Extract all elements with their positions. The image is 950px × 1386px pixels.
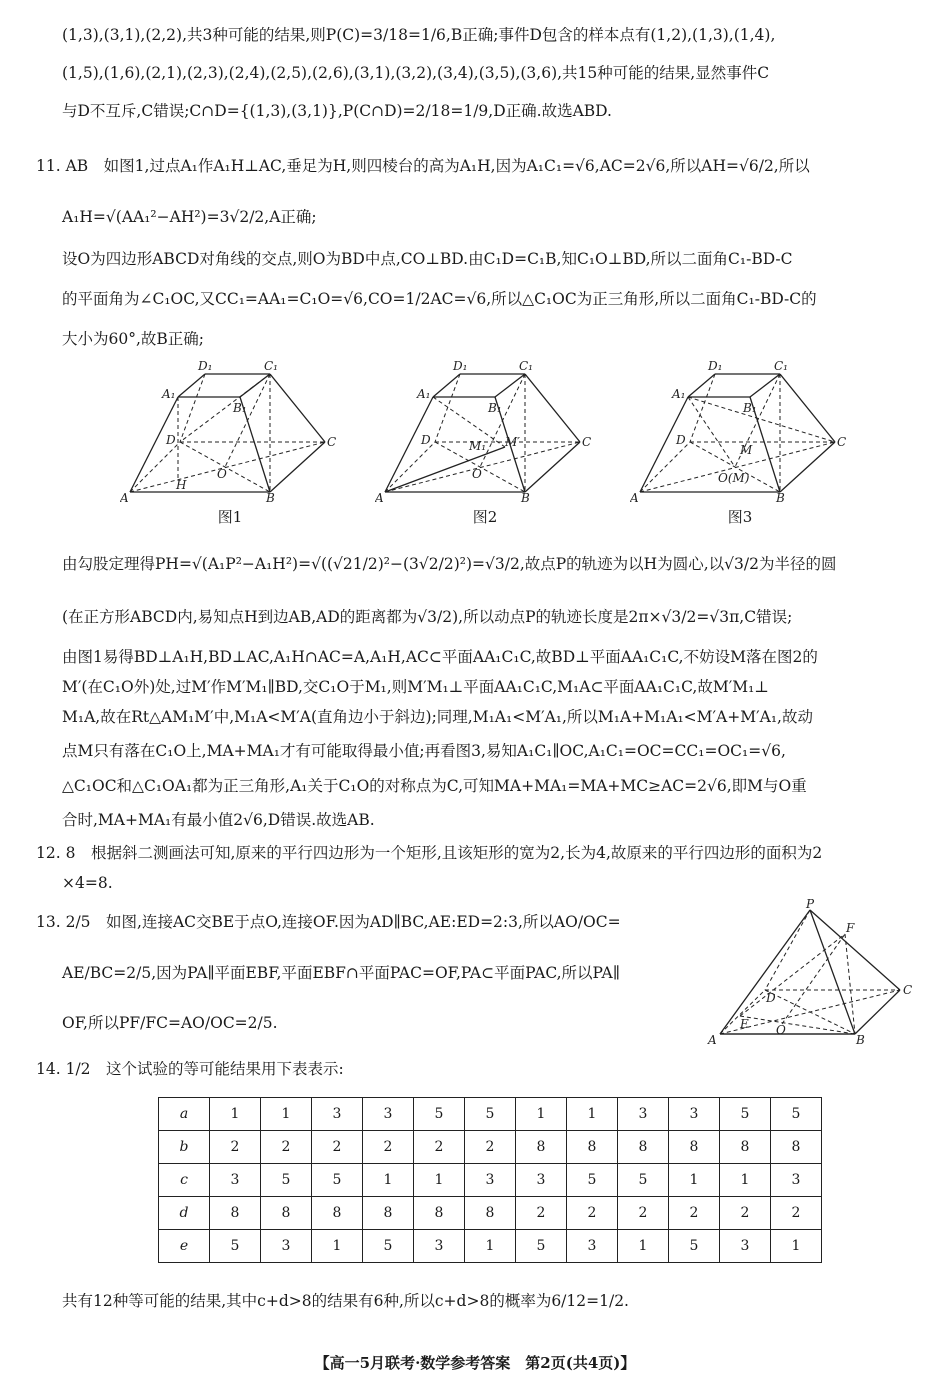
pyramid-diagram [700, 898, 925, 1048]
text-line: 共有12种等可能的结果,其中c+d>8的结果有6种,所以c+d>8的概率为6/12=1/2. [62, 1292, 629, 1310]
point-label-P: P [806, 898, 815, 911]
table-cell: 1 [618, 1230, 669, 1263]
table-row-header: c [159, 1164, 210, 1197]
table-cell: 8 [567, 1131, 618, 1164]
table-cell: 3 [363, 1098, 414, 1131]
table-cell: 2 [771, 1197, 822, 1230]
point-label-M1: M₁ [469, 439, 487, 453]
frustum-diagram-1 [120, 352, 340, 502]
text-line: A₁H=√(AA₁²−AH²)=3√2/2,A正确; [62, 208, 317, 226]
point-label-B: B [266, 491, 275, 502]
text-line: △C₁OC和△C₁OA₁都为正三角形,A₁关于C₁O的对称点为C,可知MA+MA₁=MA+MC≥AC=2√6,即M与O重 [62, 777, 807, 795]
table-row-header: e [159, 1230, 210, 1263]
figure-2 [375, 352, 595, 532]
point-label-O: O [217, 467, 227, 481]
text-line: (1,3),(3,1),(2,2),共3种可能的结果,则P(C)=3/18=1/6,B正确;事件D包含的样本点有(1,2),(1,3),(1,4), [62, 26, 776, 44]
point-label-D: D [676, 433, 686, 447]
table-cell: 2 [516, 1197, 567, 1230]
table-cell: 3 [618, 1098, 669, 1131]
table-row-header: d [159, 1197, 210, 1230]
point-label-A1: A₁ [162, 387, 176, 401]
table-cell: 2 [567, 1197, 618, 1230]
table-row-header: a [159, 1098, 210, 1131]
table-cell: 2 [414, 1131, 465, 1164]
table-cell: 3 [720, 1230, 771, 1263]
point-label-B1: B₁ [233, 401, 247, 415]
point-label-A1: A₁ [417, 387, 431, 401]
table-row [159, 1230, 822, 1263]
point-label-H: H [176, 478, 187, 492]
table-cell: 3 [516, 1164, 567, 1197]
table-cell: 8 [210, 1197, 261, 1230]
table-cell: 1 [516, 1098, 567, 1131]
text-line: M′(在C₁O外)处,过M′作M′M₁∥BD,交C₁O于M₁,则M′M₁⊥平面AA₁C₁C,M₁A⊂平面AA₁C₁C,故M′M₁⊥ [62, 678, 769, 696]
text-line: 点M只有落在C₁O上,MA+MA₁才有可能取得最小值;再看图3,易知A₁C₁∥OC,A₁C₁=OC=CC₁=OC₁=√6, [62, 742, 786, 760]
text-line: 12. 8 根据斜二测画法可知,原来的平行四边形为一个矩形,且该矩形的宽为2,长为4,故原来的平行四边形的面积为2 [36, 844, 823, 862]
table-cell: 1 [210, 1098, 261, 1131]
table-cell: 3 [465, 1164, 516, 1197]
table-cell: 2 [363, 1131, 414, 1164]
table-cell: 5 [363, 1230, 414, 1263]
table-cell: 8 [363, 1197, 414, 1230]
table-cell: 8 [465, 1197, 516, 1230]
point-label-A: A [708, 1033, 717, 1047]
text-line: 由勾股定理得PH=√(A₁P²−A₁H²)=√((√21/2)²−(3√2/2)²)=√3/2,故点P的轨迹为以H为圆心,以√3/2为半径的圆 [62, 555, 837, 573]
table-cell: 3 [210, 1164, 261, 1197]
text-line: OF,所以PF/FC=AO/OC=2/5. [62, 1014, 278, 1032]
table-cell: 5 [414, 1098, 465, 1131]
table-cell: 1 [771, 1230, 822, 1263]
table-cell: 3 [669, 1098, 720, 1131]
point-label-Mp: M′ [505, 435, 521, 449]
text-line: 11. AB 如图1,过点A₁作A₁H⊥AC,垂足为H,则四棱台的高为A₁H,因为A₁C₁=√6,AC=2√6,所以AH=√6/2,所以 [36, 157, 810, 175]
point-label-D1: D₁ [453, 359, 468, 373]
text-line: (在正方形ABCD内,易知点H到边AB,AD的距离都为√3/2),所以动点P的轨迹长度是2π×√3/2=√3π,C错误; [62, 608, 793, 626]
table-cell: 5 [312, 1164, 363, 1197]
table-cell: 2 [669, 1197, 720, 1230]
table-cell: 5 [618, 1164, 669, 1197]
table-cell: 2 [261, 1131, 312, 1164]
point-label-C: C [903, 983, 913, 997]
point-label-D1: D₁ [708, 359, 723, 373]
point-label-A1: A₁ [672, 387, 686, 401]
point-label-M: M [740, 443, 753, 457]
point-label-E: E [740, 1017, 749, 1031]
table-cell: 8 [414, 1197, 465, 1230]
table-cell: 5 [720, 1098, 771, 1131]
text-line: ×4=8. [62, 874, 113, 892]
point-label-D: D [166, 433, 176, 447]
text-line: 与D不互斥,C错误;C∩D={(1,3),(3,1)},P(C∩D)=2/18=1/9,D正确.故选ABD. [62, 102, 612, 120]
table-cell: 2 [465, 1131, 516, 1164]
table-cell: 3 [414, 1230, 465, 1263]
table-cell: 1 [720, 1164, 771, 1197]
text-line: 的平面角为∠C₁OC,又CC₁=AA₁=C₁O=√6,CO=1/2AC=√6,所以△C₁OC为正三角形,所以二面角C₁-BD-C的 [62, 290, 817, 308]
figure-caption: 图2 [472, 508, 498, 526]
text-line: 设O为四边形ABCD对角线的交点,则O为BD中点,CO⊥BD.由C₁D=C₁B,知C₁O⊥BD,所以二面角C₁-BD-C [62, 250, 793, 268]
table-cell: 3 [567, 1230, 618, 1263]
text-line: 13. 2/5 如图,连接AC交BE于点O,连接OF.因为AD∥BC,AE:ED=2:3,所以AO/OC= [36, 913, 621, 931]
table-cell: 8 [516, 1131, 567, 1164]
table-cell: 1 [669, 1164, 720, 1197]
table-cell: 2 [210, 1131, 261, 1164]
text-line: 由图1易得BD⊥A₁H,BD⊥AC,A₁H∩AC=A,A₁H,AC⊂平面AA₁C₁C,故BD⊥平面AA₁C₁C,不妨设M落在图2的 [62, 648, 818, 666]
table-cell: 1 [567, 1098, 618, 1131]
figure-1 [120, 352, 340, 532]
text-line: (1,5),(1,6),(2,1),(2,3),(2,4),(2,5),(2,6),(3,1),(3,2),(3,4),(3,5),(3,6),共15种可能的结果,显然事件C [62, 64, 770, 82]
text-line: M₁A,故在Rt△AM₁M′中,M₁A<M′A(直角边小于斜边);同理,M₁A₁<M′A₁,所以M₁A+M₁A₁<M′A+M′A₁,故动 [62, 708, 813, 726]
point-label-C: C [837, 435, 847, 449]
point-label-D: D [766, 991, 776, 1005]
point-label-O: O [776, 1023, 786, 1037]
table-cell: 8 [669, 1131, 720, 1164]
point-label-A: A [375, 491, 384, 502]
table-cell: 8 [720, 1131, 771, 1164]
point-label-C1: C₁ [774, 359, 788, 373]
table-row [159, 1197, 822, 1230]
point-label-C: C [327, 435, 337, 449]
point-label-A: A [120, 491, 129, 502]
frustum-diagram-3 [630, 352, 850, 502]
table-cell: 1 [465, 1230, 516, 1263]
table-cell: 1 [414, 1164, 465, 1197]
table-cell: 1 [312, 1230, 363, 1263]
table-cell: 8 [312, 1197, 363, 1230]
table-row [159, 1098, 822, 1131]
point-label-B: B [856, 1033, 865, 1047]
table-cell: 5 [567, 1164, 618, 1197]
table-row [159, 1131, 822, 1164]
table-cell: 3 [771, 1164, 822, 1197]
point-label-O: O [472, 467, 482, 481]
point-label-A: A [630, 491, 639, 502]
figure-group [120, 352, 847, 532]
table-cell: 5 [771, 1098, 822, 1131]
point-label-OM: O(M) [718, 471, 750, 485]
point-label-C1: C₁ [264, 359, 278, 373]
text-line: 14. 1/2 这个试验的等可能结果用下表表示: [36, 1060, 344, 1078]
point-label-D1: D₁ [198, 359, 213, 373]
table-cell: 1 [261, 1098, 312, 1131]
page-footer: 【高一5月联考·数学参考答案 第2页(共4页)】 [314, 1354, 636, 1372]
point-label-C: C [582, 435, 592, 449]
outcome-table [158, 1097, 822, 1263]
table-row [159, 1164, 822, 1197]
point-label-B: B [521, 491, 530, 502]
point-label-B1: B₁ [743, 401, 757, 415]
point-label-F: F [846, 921, 855, 935]
table-cell: 2 [618, 1197, 669, 1230]
pyramid-figure [700, 898, 925, 1048]
table-cell: 3 [312, 1098, 363, 1131]
table-cell: 5 [261, 1164, 312, 1197]
point-label-B1: B₁ [488, 401, 502, 415]
point-label-D: D [421, 433, 431, 447]
figure-caption: 图1 [217, 508, 243, 526]
table-cell: 2 [312, 1131, 363, 1164]
table-row-header: b [159, 1131, 210, 1164]
frustum-diagram-2 [375, 352, 595, 502]
table-cell: 5 [210, 1230, 261, 1263]
figure-caption: 图3 [727, 508, 753, 526]
text-line: 合时,MA+MA₁有最小值2√6,D错误.故选AB. [62, 811, 375, 829]
table-cell: 1 [363, 1164, 414, 1197]
point-label-C1: C₁ [519, 359, 533, 373]
figure-3 [630, 352, 850, 532]
table-cell: 2 [720, 1197, 771, 1230]
text-line: AE/BC=2/5,因为PA∥平面EBF,平面EBF∩平面PAC=OF,PA⊂平面PAC,所以PA∥ [62, 964, 620, 982]
table-cell: 8 [771, 1131, 822, 1164]
table-cell: 3 [261, 1230, 312, 1263]
table-cell: 5 [516, 1230, 567, 1263]
point-label-B: B [776, 491, 785, 502]
table-cell: 8 [261, 1197, 312, 1230]
text-line: 大小为60°,故B正确; [62, 330, 205, 348]
table-cell: 5 [465, 1098, 516, 1131]
table-cell: 8 [618, 1131, 669, 1164]
table-cell: 5 [669, 1230, 720, 1263]
